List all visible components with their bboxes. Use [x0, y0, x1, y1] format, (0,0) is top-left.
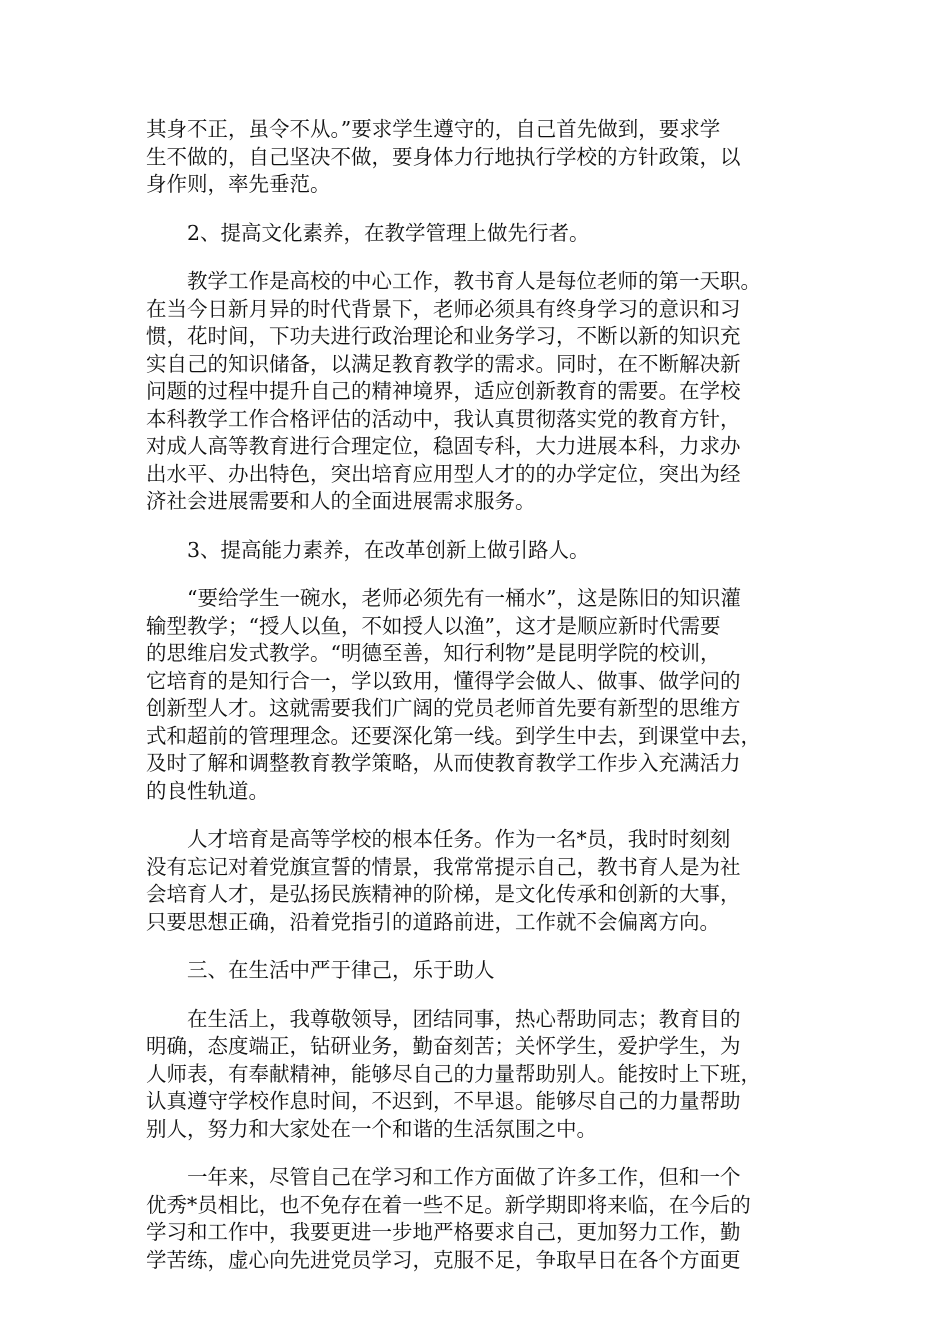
text-line: 在当今日新月异的时代背景下，老师必须具有终身学习的意识和习 — [146, 296, 741, 321]
text-line: 济社会进展需要和人的全面进展需求服务。 — [146, 489, 536, 513]
text-line: 身作则，率先垂范。 — [146, 172, 331, 196]
text-line: 别人，努力和大家处在一个和谐的生活氛围之中。 — [146, 1116, 597, 1141]
text-line: 没有忘记对着党旗宣誓的情景，我常常提示自己，教书育人是为社 — [146, 854, 741, 879]
heading-text: 3、提高能力素养，在改革创新上做引路人。 — [187, 537, 590, 562]
text-line: 明确，态度端正，钻研业务，勤奋刻苦；关怀学生，爱护学生，为 — [146, 1034, 741, 1058]
text-line: 问题的过程中提升自己的精神境界，适应创新教育的需要。在学校 — [146, 379, 741, 403]
text-line: 式和超前的管理理念。还要深化第一线。到学生中去，到课堂中去， — [146, 723, 761, 748]
text-line: 的良性轨道。 — [146, 778, 269, 803]
text-line: 对成人高等教育进行合理定位，稳固专科，大力进展本科，力求办 — [146, 434, 741, 458]
text-line: 一年来，尽管自己在学习和工作方面做了许多工作，但和一个 — [187, 1165, 741, 1189]
paragraph — [146, 585, 830, 805]
document-body — [146, 116, 830, 1295]
paragraph — [146, 826, 830, 936]
text-line: 认真遵守学校作息时间，不迟到，不早退。能够尽自己的力量帮助 — [146, 1089, 741, 1113]
paragraph — [146, 268, 830, 516]
text-line: 出水平、办出特色，突出培育应用型人才的的办学定位，突出为经 — [146, 461, 741, 486]
text-line: 它培育的是知行合一，学以致用，懂得学会做人、做事、做学问的 — [146, 668, 741, 693]
paragraph — [146, 1006, 830, 1144]
text-line: 只要思想正确，沿着党指引的道路前进，工作就不会偏离方向。 — [146, 909, 720, 934]
text-line: 惯，花时间，下功夫进行政治理论和业务学习，不断以新的知识充 — [146, 324, 741, 348]
text-line: 及时了解和调整教育教学策略，从而使教育教学工作步入充满活力 — [146, 751, 741, 775]
text-line: 学习和工作中，我要更进一步地严格要求自己，更加努力工作，勤 — [146, 1220, 741, 1244]
text-line: 在生活上，我尊敬领导，团结同事，热心帮助同志；教育目的 — [187, 1006, 741, 1031]
text-line: 其身不正，虽令不从。”要求学生遵守的，自己首先做到，要求学 — [146, 117, 721, 141]
text-line: 输型教学；“授人以鱼，不如授人以渔”，这才是顺应新时代需要 — [146, 613, 721, 638]
section-heading — [146, 220, 830, 248]
text-line: 学苦练，虚心向先进党员学习，克服不足，争取早日在各个方面更 — [146, 1247, 741, 1272]
heading-text: 三、在生活中严于律己，乐于助人 — [187, 958, 495, 982]
text-line: 本科教学工作合格评估的活动中，我认真贯彻落实党的教育方针， — [146, 406, 741, 431]
text-line: “要给学生一碗水，老师必须先有一桶水”，这是陈旧的知识灌 — [187, 586, 741, 610]
text-line: 创新型人才。这就需要我们广阔的党员老师首先要有新型的思维方 — [146, 696, 741, 720]
text-line: 人师表，有奉献精神，能够尽自己的力量帮助别人。能按时上下班， — [146, 1061, 761, 1086]
heading-text: 2、提高文化素养，在教学管理上做先行者。 — [187, 220, 590, 245]
paragraph — [146, 1164, 830, 1274]
text-line: 的思维启发式教学。“明德至善，知行利物”是昆明学院的校训， — [146, 641, 721, 665]
text-line: 教学工作是高校的中心工作，教书育人是每位老师的第一天职。 — [187, 269, 761, 293]
text-line: 会培育人才，是弘扬民族精神的阶梯，是文化传承和创新的大事， — [146, 882, 741, 906]
text-line: 实自己的知识储备，以满足教育教学的需求。同时，在不断解决新 — [146, 351, 741, 376]
section-heading — [146, 957, 830, 985]
text-line: 优秀*员相比，也不免存在着一些不足。新学期即将来临，在今后的 — [146, 1192, 751, 1217]
section-heading — [146, 537, 830, 565]
paragraph — [146, 116, 830, 199]
text-line: 生不做的，自己坚决不做，要身体力行地执行学校的方针政策，以 — [146, 144, 741, 169]
text-line: 人才培育是高等学校的根本任务。作为一名*员，我时时刻刻 — [187, 827, 731, 851]
